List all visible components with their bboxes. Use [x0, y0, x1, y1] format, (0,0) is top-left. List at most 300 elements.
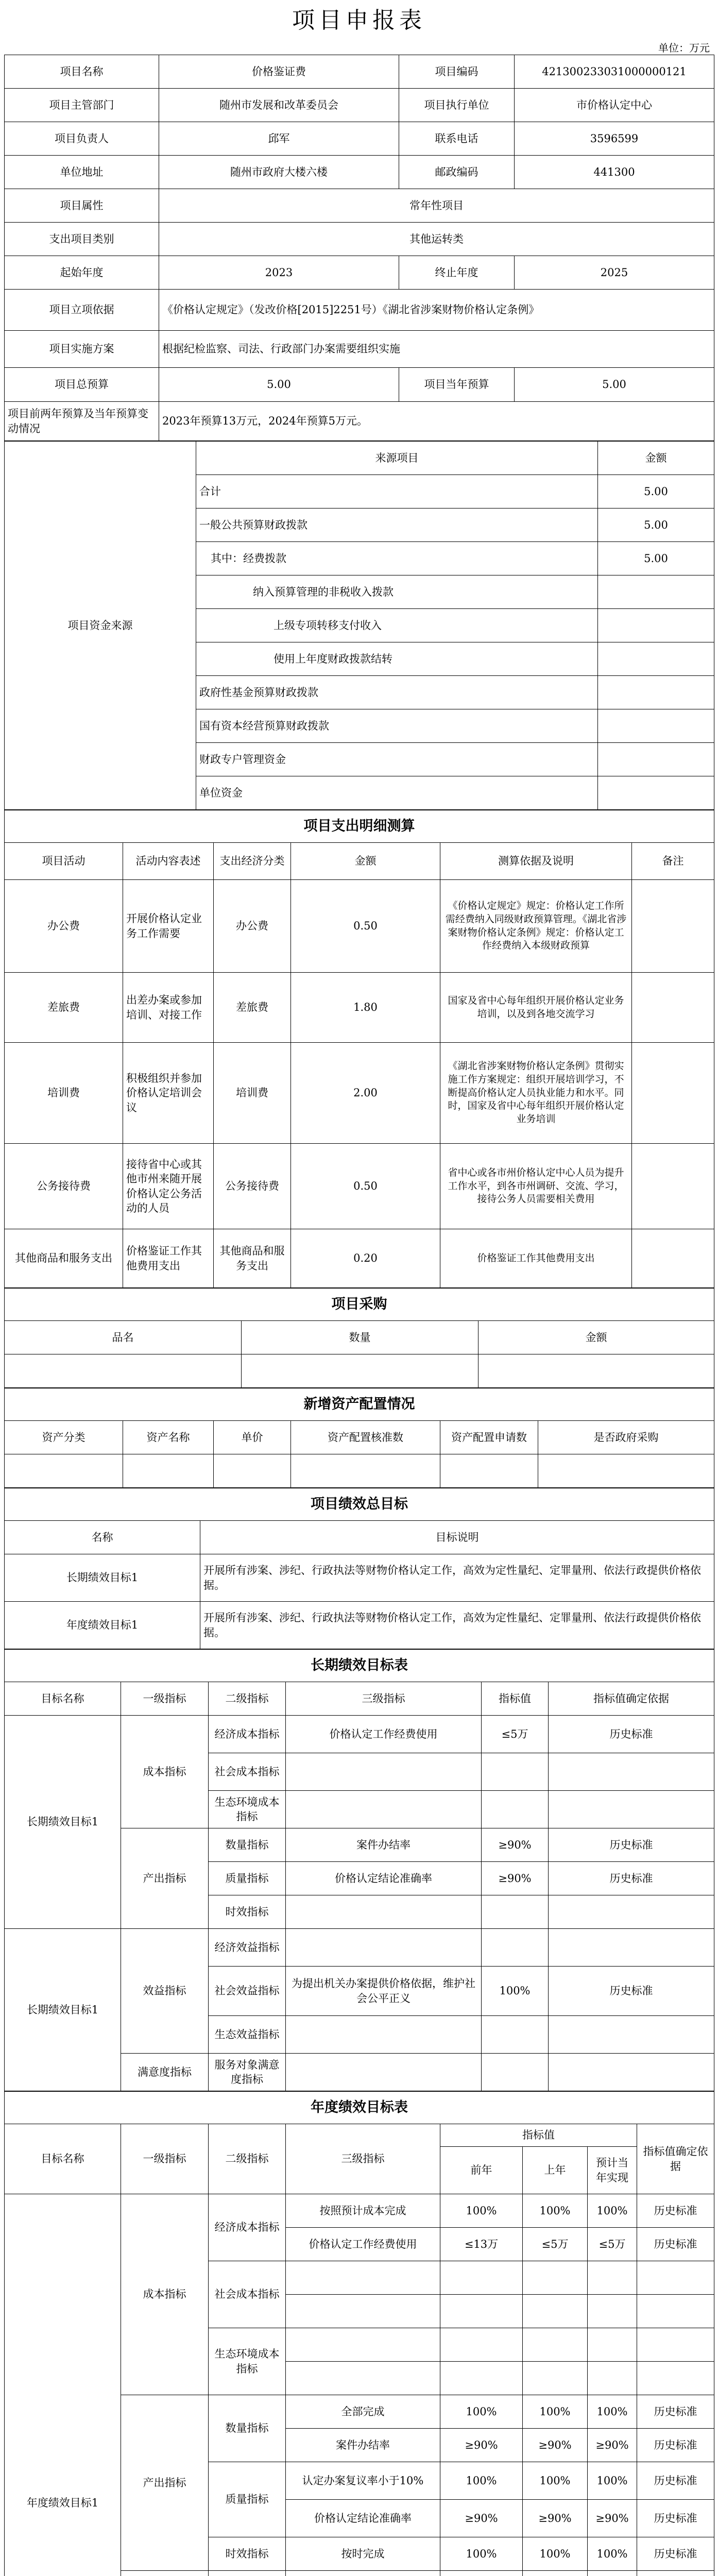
fund-src: 一般公共预算财政拨款	[196, 509, 598, 542]
table-row	[5, 880, 714, 973]
goal-desc: 开展所有涉案、涉纪、行政执法等财物价格认定工作，高效为定性量纪、定罪量刑、依法行政提供价格依据。	[200, 1554, 714, 1602]
empty-cell	[123, 1454, 214, 1488]
empty-cell	[482, 2054, 549, 2091]
empty-cell	[538, 1454, 714, 1488]
indicator-value: ≥90%	[588, 2500, 637, 2537]
indicator-basis: 历史标准	[637, 2537, 714, 2571]
empty-cell	[482, 1753, 549, 1791]
empty-cell	[286, 2016, 482, 2054]
col-header: 指标值	[482, 1682, 549, 1716]
table-row	[5, 2092, 714, 2124]
label-end: 终止年度	[399, 256, 515, 290]
empty-cell	[286, 2261, 440, 2295]
col-header: 金额	[291, 843, 440, 880]
level3-indicator: 按时完成	[286, 2537, 440, 2571]
fund-src: 纳入预算管理的非税收入拨款	[196, 575, 598, 609]
indicator-value: ≥90%	[482, 1828, 549, 1862]
value-lead: 邱军	[159, 122, 399, 156]
section-title: 年度绩效目标表	[5, 2092, 714, 2124]
level3-indicator: 认定办案复议率小于10%	[286, 2462, 440, 2500]
fund-src: 合计	[196, 475, 598, 509]
empty-cell	[286, 2362, 440, 2395]
fund-src: 其中：经费拨款	[196, 542, 598, 575]
table-row	[5, 1602, 714, 1649]
empty-cell	[286, 2054, 482, 2091]
indicator-basis: 历史标准	[637, 2429, 714, 2462]
indicator-value: ≥90%	[523, 2429, 588, 2462]
expense-basis: 省中心或各市州价格认定中心人员为提升工作水平，到各市州调研、交流、学习，接待公务人员需要相关费用	[440, 1144, 632, 1229]
expense-basis: 国家及省中心每年组织开展价格认定业务培训，以及到各地交流学习	[440, 973, 632, 1043]
empty-cell	[214, 1454, 291, 1488]
expense-activity: 办公费	[5, 880, 123, 973]
indicator-value: 100%	[588, 2537, 637, 2571]
label-total: 项目总预算	[5, 368, 159, 402]
level2-indicator: 质量指标	[209, 2462, 286, 2537]
col-header: 指标值	[440, 2124, 637, 2147]
goal-name: 长期绩效目标1	[5, 1929, 121, 2091]
label-project-code: 项目编码	[399, 55, 515, 89]
value-attr: 常年性项目	[159, 189, 714, 223]
goal-name: 长期绩效目标1	[5, 1716, 121, 1929]
empty-cell	[523, 2362, 588, 2395]
table-row	[5, 1488, 714, 1521]
col-header: 是否政府采购	[538, 1421, 714, 1454]
expense-note	[632, 1144, 714, 1229]
goal-name: 年度绩效目标1	[5, 1602, 200, 1649]
value-cat: 其他运转类	[159, 223, 714, 256]
table-row	[5, 290, 714, 331]
col-header: 上年	[523, 2147, 588, 2194]
level2-indicator: 数量指标	[209, 1828, 286, 1862]
fund-src: 单位资金	[196, 776, 598, 810]
level3-indicator: 价格认定工作经费使用	[286, 1716, 482, 1753]
label-attr: 项目属性	[5, 189, 159, 223]
level3-indicator: 案件办结率	[286, 1828, 482, 1862]
label-cat: 支出项目类别	[5, 223, 159, 256]
expense-amount: 1.80	[291, 973, 440, 1043]
indicator-basis: 历史标准	[637, 2462, 714, 2500]
value-plan: 根据纪检监察、司法、行政部门办案需要组织实施	[159, 331, 714, 368]
expense-activity: 公务接待费	[5, 1144, 123, 1229]
value-project-code: 421300233031000000121	[515, 55, 714, 89]
label-project-name: 项目名称	[5, 55, 159, 89]
indicator-value	[588, 2571, 637, 2576]
goal-desc: 开展所有涉案、涉纪、行政执法等财物价格认定工作，高效为定性量纪、定罪量刑、依法行政提供价格依据。	[200, 1602, 714, 1649]
empty-cell	[440, 2328, 523, 2362]
level2-indicator: 社会效益指标	[209, 1967, 286, 2016]
funds-label: 项目资金来源	[5, 442, 196, 810]
table-row	[5, 2194, 714, 2228]
indicator-basis: 历史标准	[549, 1716, 714, 1753]
expense-amount: 2.00	[291, 1043, 440, 1144]
expense-class: 其他商品和服务支出	[214, 1229, 291, 1288]
value-phone: 3596599	[515, 122, 714, 156]
label-change: 项目前两年预算及当年预算变动情况	[5, 402, 159, 441]
col-header: 金额	[478, 1321, 714, 1354]
level2-indicator: 经济成本指标	[209, 1716, 286, 1753]
empty-cell	[523, 2261, 588, 2295]
indicator-value: ≤13万	[440, 2228, 523, 2261]
value-total: 5.00	[159, 368, 399, 402]
fund-amt: 5.00	[598, 475, 714, 509]
empty-cell	[637, 2328, 714, 2362]
empty-cell	[286, 1895, 482, 1929]
section-title: 新增资产配置情况	[5, 1388, 714, 1421]
fund-src: 政府性基金预算财政拨款	[196, 676, 598, 709]
empty-cell	[440, 1454, 538, 1488]
table-row	[5, 89, 714, 122]
table-row	[5, 1421, 714, 1454]
empty-cell	[5, 1454, 123, 1488]
value-zip: 441300	[515, 156, 714, 189]
indicator-value: 100%	[588, 2395, 637, 2429]
indicator-basis: 历史标准	[549, 1967, 714, 2016]
col-header: 目标名称	[5, 1682, 121, 1716]
col-header: 资产分类	[5, 1421, 123, 1454]
value-start: 2023	[159, 256, 399, 290]
table-row	[5, 1144, 714, 1229]
fund-amt	[598, 642, 714, 676]
table-row	[5, 189, 714, 223]
label-lead: 项目负责人	[5, 122, 159, 156]
indicator-value: 100%	[523, 2395, 588, 2429]
col-header: 指标值确定依据	[637, 2124, 714, 2194]
level3-indicator: 全部完成	[286, 2395, 440, 2429]
col-header: 指标值确定依据	[549, 1682, 714, 1716]
empty-cell	[482, 1791, 549, 1828]
empty-cell	[482, 2016, 549, 2054]
funds-table	[4, 441, 714, 810]
empty-cell	[291, 1454, 440, 1488]
indicator-basis: 历史标准	[637, 2228, 714, 2261]
empty-cell	[242, 1354, 478, 1388]
empty-cell	[440, 2362, 523, 2395]
table-row	[5, 1454, 714, 1488]
indicator-value: ≥90%	[440, 2429, 523, 2462]
label-exec: 项目执行单位	[399, 89, 515, 122]
fund-amt: 5.00	[598, 542, 714, 575]
fund-src: 国有资本经营预算财政拨款	[196, 709, 598, 743]
empty-cell	[549, 1895, 714, 1929]
empty-cell	[286, 1929, 482, 1967]
empty-cell	[286, 1753, 482, 1791]
fund-amt	[598, 575, 714, 609]
table-row	[5, 1682, 714, 1716]
level2-indicator	[209, 2571, 286, 2576]
empty-cell	[286, 2328, 440, 2362]
col-header: 目标名称	[5, 2124, 121, 2194]
level2-indicator: 生态环境成本指标	[209, 1791, 286, 1828]
level2-indicator: 经济成本指标	[209, 2194, 286, 2261]
expense-class: 办公费	[214, 880, 291, 973]
expense-desc: 开展价格认定业务工作需要	[123, 880, 214, 973]
value-end: 2025	[515, 256, 714, 290]
empty-cell	[549, 1753, 714, 1791]
expense-desc: 接待省中心或其他市州来随开展价格认定公务活动的人员	[123, 1144, 214, 1229]
fund-amt	[598, 743, 714, 776]
level2-indicator: 生态效益指标	[209, 2016, 286, 2054]
expense-note	[632, 973, 714, 1043]
table-row	[5, 1321, 714, 1354]
table-row	[5, 810, 714, 843]
expense-amount: 0.20	[291, 1229, 440, 1288]
level3-indicator: 价格认定结论准确率	[286, 1862, 482, 1895]
table-row	[5, 1929, 714, 1967]
col-header: 单价	[214, 1421, 291, 1454]
level2-indicator: 社会成本指标	[209, 1753, 286, 1791]
col-header: 前年	[440, 2147, 523, 2194]
level2-indicator: 服务对象满意度指标	[209, 2054, 286, 2091]
indicator-value: ≤5万	[588, 2228, 637, 2261]
expense-class: 培训费	[214, 1043, 291, 1144]
procure-table	[4, 1288, 714, 1388]
fund-amt	[598, 609, 714, 642]
table-row	[5, 223, 714, 256]
expense-note	[632, 1043, 714, 1144]
indicator-value	[440, 2571, 523, 2576]
empty-cell	[440, 2261, 523, 2295]
empty-cell	[482, 1929, 549, 1967]
expense-activity: 其他商品和服务支出	[5, 1229, 123, 1288]
col-header: 项目活动	[5, 843, 123, 880]
level1-indicator	[121, 2571, 209, 2576]
col-header: 活动内容表述	[123, 843, 214, 880]
expense-table	[4, 810, 714, 1288]
indicator-value: 100%	[440, 2537, 523, 2571]
empty-cell	[549, 2054, 714, 2091]
expense-activity: 培训费	[5, 1043, 123, 1144]
col-header: 目标说明	[200, 1521, 714, 1554]
level2-indicator: 时效指标	[209, 2537, 286, 2571]
value-addr: 随州市政府大楼六楼	[159, 156, 399, 189]
col-header: 资产配置核准数	[291, 1421, 440, 1454]
expense-basis: 《价格认定规定》规定：价格认定工作所需经费纳入同级财政预算管理。《湖北省涉案财物价格认定条例》规定：价格认定工作经费纳入本级财政预算	[440, 880, 632, 973]
col-header: 三级指标	[286, 1682, 482, 1716]
empty-cell	[549, 1791, 714, 1828]
longterm-targets-table	[4, 1649, 714, 2091]
expense-amount: 0.50	[291, 880, 440, 973]
empty-cell	[523, 2328, 588, 2362]
indicator-value: ≤5万	[482, 1716, 549, 1753]
indicator-value: 100%	[588, 2462, 637, 2500]
level1-indicator: 产出指标	[121, 2395, 209, 2571]
empty-cell	[637, 2362, 714, 2395]
section-title: 项目支出明细测算	[5, 810, 714, 843]
value-change: 2023年预算13万元，2024年预算5万元。	[159, 402, 714, 441]
level1-indicator: 满意度指标	[121, 2054, 209, 2091]
label-basis: 项目立项依据	[5, 290, 159, 331]
expense-basis: 《湖北省涉案财物价格认定条例》贯彻实施工作方案规定：组织开展培训学习，不断提高价格认定人员执业能力和水平。同时，国家及省中心每年组织开展价格认定业务培训	[440, 1043, 632, 1144]
level2-indicator: 社会成本指标	[209, 2261, 286, 2328]
fund-src: 上级专项转移支付收入	[196, 609, 598, 642]
table-row	[5, 843, 714, 880]
empty-cell	[5, 1354, 242, 1388]
expense-desc: 积极组织并参加价格认定培训会议	[123, 1043, 214, 1144]
fund-amt	[598, 709, 714, 743]
expense-class: 公务接待费	[214, 1144, 291, 1229]
expense-desc: 出差办案或参加培训、对接工作	[123, 973, 214, 1043]
expense-amount: 0.50	[291, 1144, 440, 1229]
indicator-basis: 历史标准	[637, 2194, 714, 2228]
table-row	[5, 1521, 714, 1554]
col-header: 测算依据及说明	[440, 843, 632, 880]
value-basis: 《价格认定规定》（发改价格[2015]2251号）《湖北省涉案财物价格认定条例》	[159, 290, 714, 331]
indicator-value: 100%	[588, 2194, 637, 2228]
table-row	[5, 1650, 714, 1682]
indicator-basis	[637, 2571, 714, 2576]
level2-indicator: 经济效益指标	[209, 1929, 286, 1967]
level2-indicator: 质量指标	[209, 1862, 286, 1895]
level1-indicator: 成本指标	[121, 1716, 209, 1828]
label-zip: 邮政编码	[399, 156, 515, 189]
level1-indicator: 效益指标	[121, 1929, 209, 2054]
section-title: 项目绩效总目标	[5, 1488, 714, 1521]
empty-cell	[482, 1895, 549, 1929]
expense-basis: 价格鉴证工作其他费用支出	[440, 1229, 632, 1288]
expense-activity: 差旅费	[5, 973, 123, 1043]
asset-table	[4, 1388, 714, 1488]
level3-indicator: 价格认定结论准确率	[286, 2500, 440, 2537]
col-header: 品名	[5, 1321, 242, 1354]
table-row	[5, 1043, 714, 1144]
empty-cell	[637, 2261, 714, 2295]
label-phone: 联系电话	[399, 122, 515, 156]
table-row	[5, 2124, 714, 2147]
table-row	[5, 973, 714, 1043]
level2-indicator: 数量指标	[209, 2395, 286, 2462]
indicator-value: 100%	[482, 1967, 549, 2016]
col-header: 资产名称	[123, 1421, 214, 1454]
indicator-basis: 历史标准	[549, 1828, 714, 1862]
indicator-basis: 历史标准	[637, 2500, 714, 2537]
indicator-value: 100%	[440, 2462, 523, 2500]
col-header: 名称	[5, 1521, 200, 1554]
funds-header-src: 来源项目	[196, 442, 598, 475]
col-header: 一级指标	[121, 1682, 209, 1716]
level3-indicator: 价格认定工作经费使用	[286, 2228, 440, 2261]
table-row	[5, 156, 714, 189]
funds-header-amt: 金额	[598, 442, 714, 475]
level2-indicator: 时效指标	[209, 1895, 286, 1929]
value-exec: 市价格认定中心	[515, 89, 714, 122]
indicator-value: ≥90%	[440, 2500, 523, 2537]
col-header: 一级指标	[121, 2124, 209, 2194]
empty-cell	[588, 2328, 637, 2362]
expense-note	[632, 1229, 714, 1288]
section-title: 项目采购	[5, 1289, 714, 1321]
empty-cell	[588, 2362, 637, 2395]
table-row	[5, 122, 714, 156]
fund-amt	[598, 776, 714, 810]
table-row	[5, 331, 714, 368]
label-start: 起始年度	[5, 256, 159, 290]
fund-src: 使用上年度财政拨款结转	[196, 642, 598, 676]
basic-info-table	[4, 55, 714, 441]
table-row	[5, 402, 714, 441]
col-header: 三级指标	[286, 2124, 440, 2194]
indicator-value: ≥90%	[588, 2429, 637, 2462]
empty-cell	[637, 2295, 714, 2328]
col-header: 二级指标	[209, 2124, 286, 2194]
level3-indicator: 按照预计成本完成	[286, 2194, 440, 2228]
level3-indicator: 案件办结率	[286, 2429, 440, 2462]
table-row	[5, 1554, 714, 1602]
indicator-basis: 历史标准	[637, 2395, 714, 2429]
empty-cell	[440, 2295, 523, 2328]
goal-name: 年度绩效目标1	[5, 2194, 121, 2576]
fund-src: 财政专户管理资金	[196, 743, 598, 776]
indicator-value: 100%	[523, 2537, 588, 2571]
expense-class: 差旅费	[214, 973, 291, 1043]
value-project-name: 价格鉴证费	[159, 55, 399, 89]
col-header: 资产配置申请数	[440, 1421, 538, 1454]
empty-cell	[286, 2295, 440, 2328]
col-header: 预计当年实现	[588, 2147, 637, 2194]
fund-amt	[598, 676, 714, 709]
empty-cell	[549, 2016, 714, 2054]
empty-cell	[588, 2261, 637, 2295]
expense-note	[632, 880, 714, 973]
fund-amt: 5.00	[598, 509, 714, 542]
level1-indicator: 产出指标	[121, 1828, 209, 1929]
empty-cell	[286, 1791, 482, 1828]
indicator-value: ≤5万	[523, 2228, 588, 2261]
indicator-value: 100%	[523, 2462, 588, 2500]
level2-indicator: 生态环境成本指标	[209, 2328, 286, 2395]
table-row	[5, 1229, 714, 1288]
col-header: 二级指标	[209, 1682, 286, 1716]
table-row	[5, 256, 714, 290]
label-cur: 项目当年预算	[399, 368, 515, 402]
col-header: 支出经济分类	[214, 843, 291, 880]
table-row	[5, 442, 714, 475]
indicator-value: ≥90%	[523, 2500, 588, 2537]
label-addr: 单位地址	[5, 156, 159, 189]
empty-cell	[478, 1354, 714, 1388]
goal-name: 长期绩效目标1	[5, 1554, 200, 1602]
label-plan: 项目实施方案	[5, 331, 159, 368]
unit-label: 单位：万元	[658, 42, 710, 54]
table-row	[5, 1354, 714, 1388]
indicator-value: ≥90%	[482, 1862, 549, 1895]
value-dept: 随州市发展和改革委员会	[159, 89, 399, 122]
empty-cell	[588, 2295, 637, 2328]
annual-targets-table	[4, 2091, 714, 2576]
indicator-basis: 历史标准	[549, 1862, 714, 1895]
indicator-value: 100%	[440, 2395, 523, 2429]
table-row	[5, 368, 714, 402]
indicator-value: 100%	[440, 2194, 523, 2228]
indicator-value: 100%	[523, 2194, 588, 2228]
expense-desc: 价格鉴证工作其他费用支出	[123, 1229, 214, 1288]
page-title: 项目申报表	[292, 7, 426, 33]
col-header: 数量	[242, 1321, 478, 1354]
table-row	[5, 1388, 714, 1421]
level1-indicator: 成本指标	[121, 2194, 209, 2395]
label-dept: 项目主管部门	[5, 89, 159, 122]
empty-cell	[549, 1929, 714, 1967]
indicator-value	[523, 2571, 588, 2576]
table-row	[5, 55, 714, 89]
col-header: 备注	[632, 843, 714, 880]
level3-indicator: 为提出机关办案提供价格依据，维护社会公平正义	[286, 1967, 482, 2016]
empty-cell	[523, 2295, 588, 2328]
section-title: 长期绩效目标表	[5, 1650, 714, 1682]
level3-indicator	[286, 2571, 440, 2576]
table-row	[5, 1716, 714, 1753]
overall-goals-table	[4, 1488, 714, 1649]
value-cur: 5.00	[515, 368, 714, 402]
